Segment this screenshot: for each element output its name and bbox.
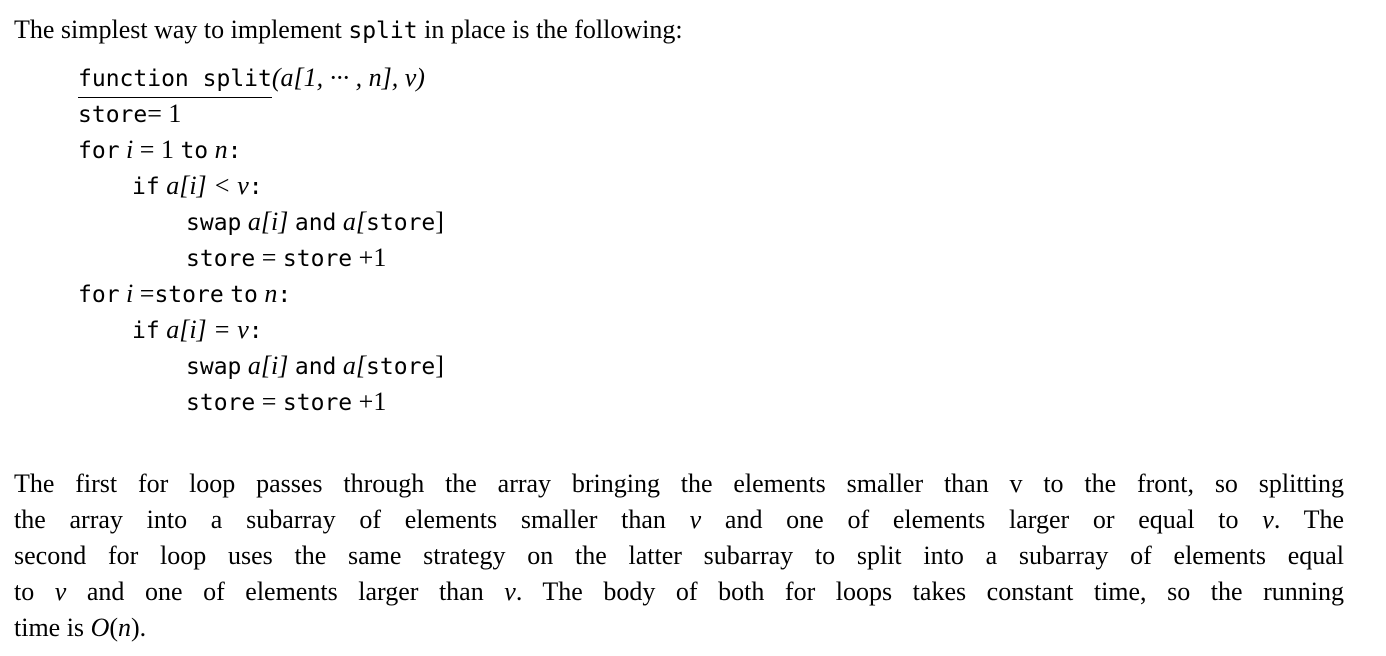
math-v: v [504, 577, 516, 606]
store-keyword-2: store [282, 246, 353, 272]
loop-end: n [264, 279, 278, 308]
colon: : [277, 282, 292, 308]
loop-var: i [126, 135, 134, 164]
swap-arg-2-store: store [366, 354, 436, 380]
function-args: (a[1, ··· , n], v) [271, 63, 425, 92]
code-line-7 [78, 276, 291, 313]
math-big-o: O [90, 613, 110, 642]
assign-op: = [255, 387, 283, 416]
if-condition: a[i] = v [166, 315, 249, 344]
store-init: = 1 [147, 99, 182, 128]
para-text: to [14, 577, 55, 606]
para-text: . The body of both for loops takes constant time, so the running [515, 577, 1344, 606]
para-text: the array into a subarray of elements smaller than [14, 505, 690, 534]
increment: +1 [352, 387, 387, 416]
para-text: The first for loop passes through the array bringing the elements smaller than v to the front, so splitting [14, 469, 1344, 498]
code-line-6 [186, 240, 386, 277]
para-text: second for loop uses the same strategy on the latter subarray to split into a subarray of elements equal [14, 541, 1344, 570]
swap-arg-2-post: ] [435, 207, 444, 236]
para-text: and one of elements larger than [66, 577, 505, 606]
code-line-1 [78, 60, 425, 98]
code-line-4 [132, 168, 263, 205]
store-keyword: store [186, 246, 256, 272]
colon: : [248, 318, 263, 344]
code-line-2 [78, 96, 181, 133]
store-keyword-2: store [282, 390, 353, 416]
store-keyword: store [154, 282, 224, 308]
for-keyword: for [78, 138, 120, 164]
intro-before: The simplest way to implement [14, 15, 349, 44]
para-text: time is [14, 613, 91, 642]
code-line-9 [186, 348, 444, 385]
math-n: n [118, 613, 132, 642]
swap-arg-2-post: ] [435, 351, 444, 380]
swap-keyword: swap [186, 354, 242, 380]
explanation-paragraph [14, 466, 1344, 646]
and-keyword: and [294, 210, 337, 236]
swap-arg-1: a[i] [247, 207, 289, 236]
para-line-5 [14, 610, 1344, 646]
store-keyword: store [186, 390, 256, 416]
swap-arg-2-pre: a[ [342, 207, 367, 236]
function-signature [78, 60, 272, 98]
assign-op: = [255, 243, 283, 272]
math-v: v [54, 577, 67, 606]
and-keyword: and [294, 354, 337, 380]
math-v: v [1262, 505, 1274, 534]
para-line-2 [14, 502, 1344, 538]
code-line-3 [78, 132, 242, 169]
swap-keyword: swap [186, 210, 242, 236]
intro-after: in place is the following: [417, 15, 683, 44]
para-text: . The [1273, 505, 1344, 534]
colon: : [227, 138, 242, 164]
for-keyword: for [78, 282, 120, 308]
function-keyword: function split [78, 66, 272, 92]
swap-arg-2-store: store [366, 210, 436, 236]
para-text: and one of elements larger or equal to [701, 505, 1263, 534]
if-keyword: if [132, 174, 160, 200]
if-keyword: if [132, 318, 160, 344]
code-line-5 [186, 204, 444, 241]
loop-start: = [133, 279, 155, 308]
paren: ). [131, 613, 147, 642]
intro-code: split [348, 18, 418, 44]
code-line-8 [132, 312, 263, 349]
intro-line [14, 12, 683, 49]
to-keyword: to [180, 138, 209, 164]
paren: ( [109, 613, 119, 642]
math-v: v [689, 505, 702, 534]
loop-end: n [214, 135, 228, 164]
swap-arg-2-pre: a[ [342, 351, 367, 380]
colon: : [248, 174, 263, 200]
para-line-4 [14, 574, 1344, 610]
code-line-10 [186, 384, 386, 421]
para-line-1 [14, 466, 1344, 502]
store-keyword: store [78, 102, 148, 128]
to-keyword: to [230, 282, 258, 308]
if-condition: a[i] < v [166, 171, 249, 200]
loop-start: = 1 [133, 135, 181, 164]
loop-var: i [126, 279, 134, 308]
para-line-3 [14, 538, 1344, 574]
increment: +1 [352, 243, 387, 272]
swap-arg-1: a[i] [247, 351, 289, 380]
